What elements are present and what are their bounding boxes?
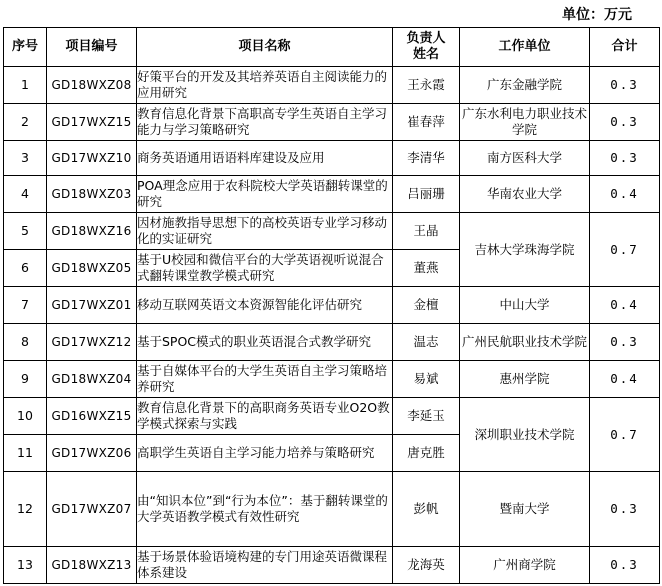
cell-seq: 9 xyxy=(4,361,47,398)
cell-person: 崔春萍 xyxy=(393,104,460,141)
cell-unit: 深圳职业技术学院 xyxy=(460,398,590,472)
unit-label: 单位：万元 xyxy=(562,7,632,23)
cell-person: 董燕 xyxy=(393,250,460,287)
cell-code: GD18WXZ08 xyxy=(47,67,137,104)
cell-code: GD17WXZ10 xyxy=(47,141,137,176)
cell-total: 0.4 xyxy=(590,176,660,213)
cell-seq: 13 xyxy=(4,547,47,584)
cell-name: 由“知识本位”到“行为本位”：基于翻转课堂的大学英语教学模式有效性研究 xyxy=(137,472,393,547)
cell-person: 温志 xyxy=(393,324,460,361)
header-row xyxy=(4,28,660,67)
cell-total: 0.3 xyxy=(590,104,660,141)
cell-name: 因材施教指导思想下的高校英语专业学习移动化的实证研究 xyxy=(137,213,393,250)
table-row xyxy=(4,398,660,435)
cell-total: 0.4 xyxy=(590,287,660,324)
cell-name: 基于场景体验语境构建的专门用途英语微课程体系建设 xyxy=(137,547,393,584)
header-person-line1: 负责人 xyxy=(406,31,446,46)
cell-unit: 中山大学 xyxy=(460,287,590,324)
cell-code: GD17WXZ01 xyxy=(47,287,137,324)
cell-person: 龙海英 xyxy=(393,547,460,584)
cell-name: 高职学生英语自主学习能力培养与策略研究 xyxy=(137,435,393,472)
table-row xyxy=(4,67,660,104)
table-row xyxy=(4,547,660,584)
cell-person: 吕丽珊 xyxy=(393,176,460,213)
cell-person: 唐克胜 xyxy=(393,435,460,472)
header-code: 项目编号 xyxy=(47,28,137,67)
cell-total: 0.7 xyxy=(590,213,660,287)
cell-name: 基于自媒体平台的大学生英语自主学习策略培养研究 xyxy=(137,361,393,398)
cell-person: 李清华 xyxy=(393,141,460,176)
cell-person: 王晶 xyxy=(393,213,460,250)
cell-seq: 11 xyxy=(4,435,47,472)
cell-total: 0.7 xyxy=(590,398,660,472)
cell-person: 李延玉 xyxy=(393,398,460,435)
cell-seq: 6 xyxy=(4,250,47,287)
table-row xyxy=(4,472,660,547)
cell-total: 0.4 xyxy=(590,361,660,398)
cell-code: GD18WXZ16 xyxy=(47,213,137,250)
cell-total: 0.3 xyxy=(590,141,660,176)
cell-person: 金檀 xyxy=(393,287,460,324)
cell-code: GD18WXZ13 xyxy=(47,547,137,584)
cell-person: 彭帆 xyxy=(393,472,460,547)
cell-unit: 广东水利电力职业技术学院 xyxy=(460,104,590,141)
cell-name: 商务英语通用语语料库建设及应用 xyxy=(137,141,393,176)
cell-code: GD18WXZ05 xyxy=(47,250,137,287)
cell-code: GD17WXZ15 xyxy=(47,104,137,141)
table-row xyxy=(4,176,660,213)
cell-unit: 广东金融学院 xyxy=(460,67,590,104)
table-row xyxy=(4,287,660,324)
cell-name: 教育信息化背景下高职高专学生英语自主学习能力与学习策略研究 xyxy=(137,104,393,141)
cell-total: 0.3 xyxy=(590,324,660,361)
cell-name: 基于SPOC模式的职业英语混合式教学研究 xyxy=(137,324,393,361)
project-table xyxy=(3,27,660,584)
table-row xyxy=(4,324,660,361)
cell-seq: 12 xyxy=(4,472,47,547)
cell-code: GD18WXZ04 xyxy=(47,361,137,398)
cell-code: GD16WXZ15 xyxy=(47,398,137,435)
cell-seq: 1 xyxy=(4,67,47,104)
cell-unit: 华南农业大学 xyxy=(460,176,590,213)
table-row xyxy=(4,141,660,176)
table-row xyxy=(4,361,660,398)
cell-code: GD17WXZ06 xyxy=(47,435,137,472)
cell-unit: 南方医科大学 xyxy=(460,141,590,176)
cell-unit: 广州民航职业技术学院 xyxy=(460,324,590,361)
cell-seq: 3 xyxy=(4,141,47,176)
cell-unit: 吉林大学珠海学院 xyxy=(460,213,590,287)
cell-name: 教育信息化背景下的高职商务英语专业O2O教学模式探索与实践 xyxy=(137,398,393,435)
cell-unit: 惠州学院 xyxy=(460,361,590,398)
cell-seq: 7 xyxy=(4,287,47,324)
cell-seq: 10 xyxy=(4,398,47,435)
header-seq: 序号 xyxy=(4,28,47,67)
cell-seq: 2 xyxy=(4,104,47,141)
cell-unit: 广州商学院 xyxy=(460,547,590,584)
header-person xyxy=(393,28,460,67)
cell-code: GD17WXZ12 xyxy=(47,324,137,361)
table-row xyxy=(4,213,660,250)
header-total: 合计 xyxy=(590,28,660,67)
cell-name: 移动互联网英语文本资源智能化评估研究 xyxy=(137,287,393,324)
cell-seq: 8 xyxy=(4,324,47,361)
cell-total: 0.3 xyxy=(590,67,660,104)
cell-code: GD17WXZ07 xyxy=(47,472,137,547)
cell-total: 0.3 xyxy=(590,472,660,547)
cell-seq: 4 xyxy=(4,176,47,213)
header-unit: 工作单位 xyxy=(460,28,590,67)
cell-unit: 暨南大学 xyxy=(460,472,590,547)
cell-total: 0.3 xyxy=(590,547,660,584)
header-person-line2: 姓名 xyxy=(412,47,439,62)
table-row xyxy=(4,104,660,141)
cell-name: POA理念应用于农科院校大学英语翻转课堂的研究 xyxy=(137,176,393,213)
cell-person: 易斌 xyxy=(393,361,460,398)
cell-name: 基于U校园和微信平台的大学英语视听说混合式翻转课堂教学模式研究 xyxy=(137,250,393,287)
header-name: 项目名称 xyxy=(137,28,393,67)
cell-code: GD18WXZ03 xyxy=(47,176,137,213)
cell-seq: 5 xyxy=(4,213,47,250)
cell-name: 好策平台的开发及其培养英语自主阅读能力的应用研究 xyxy=(137,67,393,104)
cell-person: 王永霞 xyxy=(393,67,460,104)
